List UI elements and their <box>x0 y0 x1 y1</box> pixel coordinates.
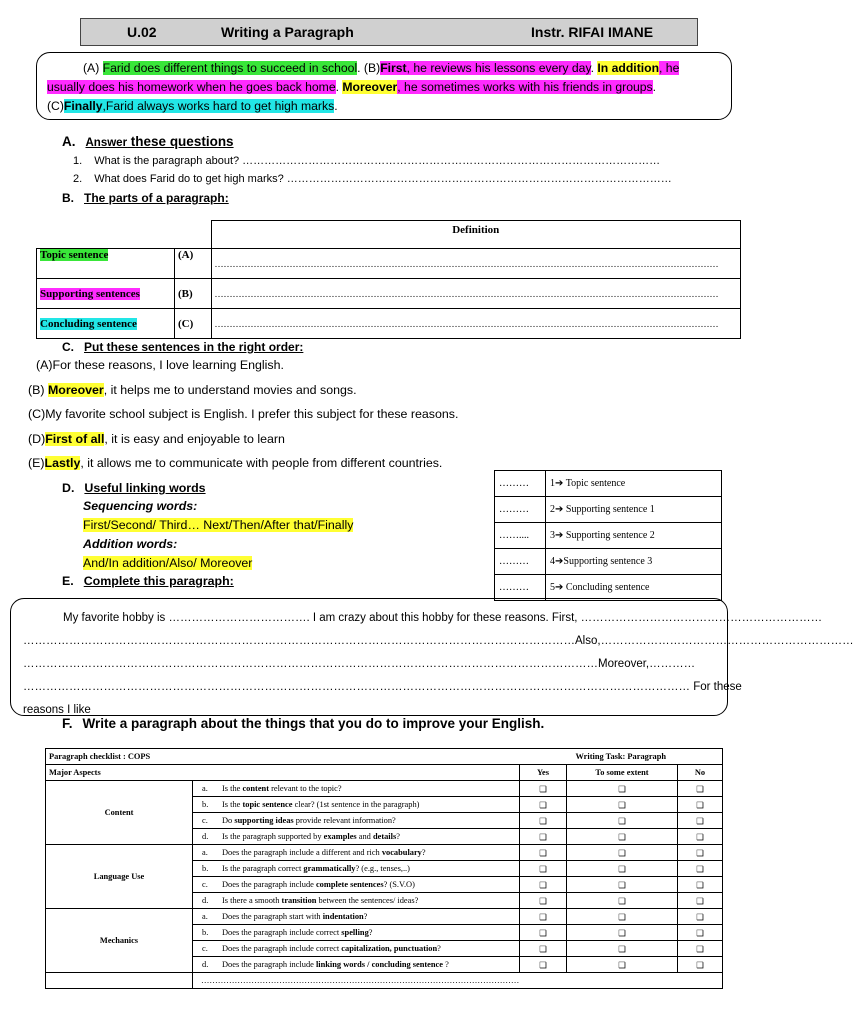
definition-blank-c[interactable]: …………………………………………………………………………………………………………………………………………………… <box>211 309 741 339</box>
aspect-language-use: Language Use <box>46 845 193 909</box>
checklist-row <box>46 909 723 925</box>
instructor-name: Instr. RIFAI IMANE <box>531 24 654 40</box>
section-f-title: F. Write a paragraph about the things that you do to improve your English. <box>62 716 545 731</box>
concluding-sentence-highlight: Finally,Farid always works hard to get high marks <box>63 99 335 113</box>
checkbox-some[interactable]: ❑ <box>567 781 678 797</box>
checklist-title: Paragraph checklist : COPS <box>46 749 520 765</box>
checklist-question: c. Does the paragraph include correct capitalization, punctuation? <box>193 941 520 957</box>
checklist-question: a. Does the paragraph include a different and rich vocabulary? <box>193 845 520 861</box>
checkbox-some[interactable]: ❑ <box>567 909 678 925</box>
checkbox-no[interactable]: ❑ <box>678 909 723 925</box>
checkbox-some[interactable]: ❑ <box>567 877 678 893</box>
definition-blank-b[interactable]: …………………………………………………………………………………………………………………………………………………… <box>211 279 741 309</box>
section-d-title: D. Useful linking words <box>62 481 206 495</box>
supporting-first: First, he reviews his lessons every day <box>380 61 591 75</box>
sentence-c: (C)My favorite school subject is English. I prefer this subject for these reasons. <box>28 407 459 421</box>
addition-title: Addition words: <box>83 537 178 551</box>
checklist-row <box>46 845 723 861</box>
checklist-footer-line[interactable]: …………………………………………………………………………………………………… <box>193 973 723 989</box>
checkbox-yes[interactable]: ❑ <box>520 957 567 973</box>
linking-in-addition: In addition <box>597 61 660 75</box>
checklist-question: b. Is the topic sentence clear? (1st sentence in the paragraph) <box>193 797 520 813</box>
complete-line-3: ……………………………………………………………………………………………………………………………………Moreover,………… <box>23 658 696 670</box>
yes-header: Yes <box>520 765 567 781</box>
section-a-title: A. Answer these questions <box>62 134 234 149</box>
aspect-mechanics: Mechanics <box>46 909 193 973</box>
sentence-a: (A)For these reasons, I love learning English. <box>36 358 284 372</box>
order-blank-5[interactable]: ……… <box>495 575 546 601</box>
complete-line-5: reasons I like <box>23 704 91 716</box>
checkbox-yes[interactable]: ❑ <box>520 925 567 941</box>
checkbox-yes[interactable]: ❑ <box>520 941 567 957</box>
order-blank-2[interactable]: ……… <box>495 497 546 523</box>
parts-table: Definition Topic sentence (A) …………………………………………………………………………………………………………………………………………………… Supporting sentences (B) …………………………………………………………………………………………………………………………………………………… Concluding sentence (C) …………………………………………………………………………………………………………………………………………………… <box>36 220 741 339</box>
sentence-e: (E)Lastly, it allows me to communicate with people from different countries. <box>28 456 443 470</box>
major-aspects-header: Major Aspects <box>46 765 520 781</box>
to-some-extent-header: To some extent <box>567 765 678 781</box>
no-header: No <box>678 765 723 781</box>
checklist-question: a. Is the content relevant to the topic? <box>193 781 520 797</box>
worksheet-title: Writing a Paragraph <box>221 24 354 40</box>
checkbox-yes[interactable]: ❑ <box>520 813 567 829</box>
section-c-title: C. Put these sentences in the right order: <box>62 340 304 354</box>
complete-paragraph-box[interactable] <box>10 598 854 716</box>
checkbox-yes[interactable]: ❑ <box>520 877 567 893</box>
sentence-d: (D)First of all, it is easy and enjoyable to learn <box>28 432 285 446</box>
checkbox-no[interactable]: ❑ <box>678 845 723 861</box>
concluding-sentence-label: Concluding sentence <box>40 317 137 330</box>
order-blank-3[interactable]: …….... <box>495 523 546 549</box>
supporting-sentences-label: Supporting sentences <box>40 287 140 300</box>
checklist-question: d. Is the paragraph supported by examples and details? <box>193 829 520 845</box>
checklist-question: b. Is the paragraph correct grammatically? (e.g., tenses,..) <box>193 861 520 877</box>
section-b-title: B. The parts of a paragraph: <box>62 191 229 205</box>
checklist-question: c. Do supporting ideas provide relevant information? <box>193 813 520 829</box>
addition-words: And/In addition/Also/ Moreover <box>83 556 253 570</box>
checkbox-yes[interactable]: ❑ <box>520 909 567 925</box>
checkbox-some[interactable]: ❑ <box>567 813 678 829</box>
checklist-question: a. Does the paragraph start with indentation? <box>193 909 520 925</box>
checkbox-no[interactable]: ❑ <box>678 861 723 877</box>
unit-label: U.02 <box>127 24 157 40</box>
checkbox-yes[interactable]: ❑ <box>520 829 567 845</box>
checkbox-no[interactable]: ❑ <box>678 941 723 957</box>
checklist-question: c. Does the paragraph include complete sentences? (S.V.O) <box>193 877 520 893</box>
linking-moreover: Moreover <box>342 80 398 94</box>
supporting-homework: usually does his homework when he goes back home <box>47 80 336 94</box>
checkbox-some[interactable]: ❑ <box>567 925 678 941</box>
sentence-b: (B) Moreover, it helps me to understand movies and songs. <box>28 383 357 397</box>
checkbox-some[interactable]: ❑ <box>567 861 678 877</box>
checkbox-no[interactable]: ❑ <box>678 957 723 973</box>
header-bar <box>80 18 698 46</box>
order-blank-1[interactable]: ……… <box>495 471 546 497</box>
checklist-row <box>46 781 723 797</box>
topic-sentence-highlight: Farid does different things to succeed in school <box>102 61 358 75</box>
order-blank-4[interactable]: ……… <box>495 549 546 575</box>
sequencing-title: Sequencing words: <box>83 499 198 513</box>
checkbox-no[interactable]: ❑ <box>678 829 723 845</box>
definition-header: Definition <box>211 221 741 249</box>
checkbox-some[interactable]: ❑ <box>567 797 678 813</box>
checkbox-yes[interactable]: ❑ <box>520 861 567 877</box>
checkbox-yes[interactable]: ❑ <box>520 845 567 861</box>
checkbox-some[interactable]: ❑ <box>567 829 678 845</box>
checkbox-no[interactable]: ❑ <box>678 925 723 941</box>
section-e-title: E. Complete this paragraph: <box>62 574 234 588</box>
checklist-question: d. Is there a smooth transition between the sentences/ ideas? <box>193 893 520 909</box>
checkbox-no[interactable]: ❑ <box>678 813 723 829</box>
cops-checklist-table <box>45 748 723 989</box>
aspect-content: Content <box>46 781 193 845</box>
checkbox-no[interactable]: ❑ <box>678 797 723 813</box>
checkbox-no[interactable]: ❑ <box>678 877 723 893</box>
checkbox-some[interactable]: ❑ <box>567 845 678 861</box>
checklist-question: b. Does the paragraph include correct spelling? <box>193 925 520 941</box>
complete-line-2: ………………………………………………………………………………………………………………………………Also,………………………………………………………… <box>23 635 854 647</box>
sequencing-words: First/Second/ Third… Next/Then/After that/Finally <box>83 518 354 532</box>
checkbox-no[interactable]: ❑ <box>678 781 723 797</box>
complete-line-1: My favorite hobby is ………………………………. I am crazy about this hobby for these reasons. First, ……………………………………………………… <box>63 612 823 624</box>
checkbox-some[interactable]: ❑ <box>567 957 678 973</box>
topic-sentence-label: Topic sentence <box>40 249 109 261</box>
definition-blank-a[interactable]: …………………………………………………………………………………………………………………………………………………… <box>211 249 741 279</box>
complete-line-4: ………………………………………………………………………………………………………………………………………………………… For these <box>23 681 742 693</box>
checkbox-yes[interactable]: ❑ <box>520 797 567 813</box>
checkbox-yes[interactable]: ❑ <box>520 781 567 797</box>
model-paragraph-box: (A) Farid does different things to succeed in school. (B)First, he reviews his lessons every day. In addition, he usually does his homework when he goes back home. Moreover, he sometimes works with his friends in groups. (C)Finally,Farid always works hard to get high marks. <box>36 52 732 120</box>
checkbox-some[interactable]: ❑ <box>567 893 678 909</box>
checklist-question: d. Does the paragraph include linking words / concluding sentence ? <box>193 957 520 973</box>
order-table: ……… 1➔ Topic sentence ……… 2➔ Supporting sentence 1 …….... 3➔ Supporting sentence 2 ……… 4➔Supporting sentence 3 ……… 5➔ Concluding sentence <box>494 470 722 601</box>
checkbox-some[interactable]: ❑ <box>567 941 678 957</box>
checkbox-no[interactable]: ❑ <box>678 893 723 909</box>
question-1: 1. What is the paragraph about? …………………………………………………………………………………………………… <box>73 155 661 167</box>
writing-task-label: Writing Task: Paragraph <box>520 749 723 765</box>
supporting-friends: , he sometimes works with his friends in groups <box>397 80 653 94</box>
question-2: 2. What does Farid do to get high marks? …………………………………………………………………………………………… <box>73 173 672 185</box>
checkbox-yes[interactable]: ❑ <box>520 893 567 909</box>
